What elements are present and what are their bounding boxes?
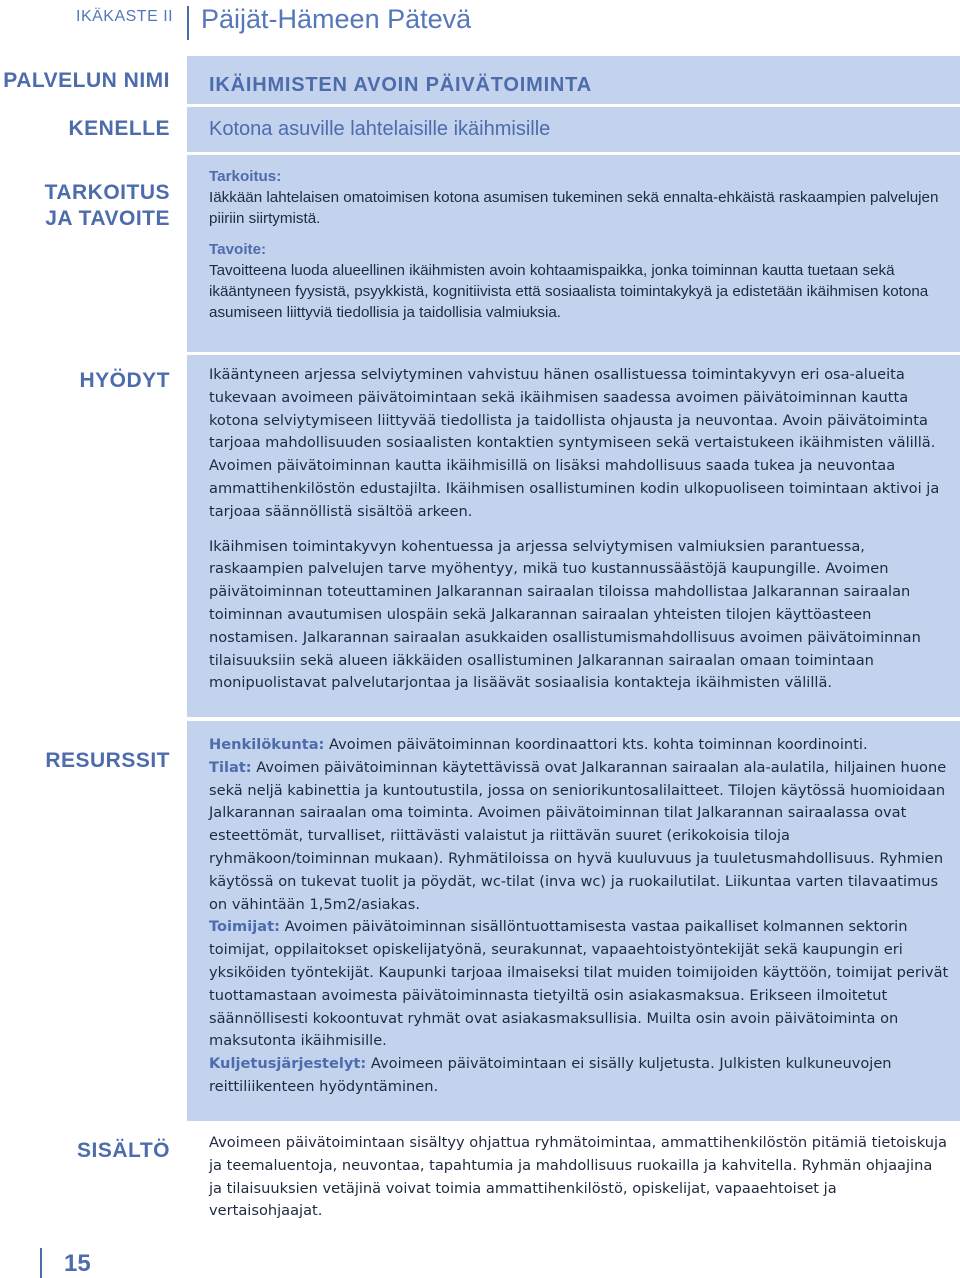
resources-staff [209, 734, 949, 757]
purpose-heading: Tarkoitus: [209, 168, 282, 185]
resources-transport [209, 1053, 949, 1099]
label-resources: RESURSSIT [45, 749, 170, 772]
label-for-whom: KENELLE [68, 117, 170, 140]
label-service-name: PALVELUN NIMI [3, 69, 170, 92]
document-title: Päijät-Hämeen Pätevä [201, 4, 472, 34]
label-benefits: HYÖDYT [79, 369, 170, 392]
staff-text: Avoimen päivätoiminnan koordinaattori kts. kohta toiminnan koordinointi. [329, 736, 868, 753]
label-content: SISÄLTÖ [77, 1139, 170, 1162]
content-text: Avoimeen päivätoimintaan sisältyy ohjattua ryhmätoimintaa, ammattihenkilöstön pitämiä tietoiskuja ja teemaluentoja, neuvontaa, tapahtumia ja mahdollisuus ruokailla ja kahvitella. Ryhmän ohjaajina ja tilaisuuksien vetäjinä voivat toimia ammattihenkilöstö, opiskelijat, vapaaehtoiset ja vertaisohjaajat. [209, 1134, 947, 1220]
row-divider [187, 352, 960, 355]
resources-premises [209, 757, 949, 917]
target-group: Kotona asuville lahtelaisille ikäihmisille [209, 118, 551, 140]
service-name: IKÄIHMISTEN AVOIN PÄIVÄTOIMINTA [209, 74, 592, 96]
purpose-text: Iäkkään lahtelaisen omatoimisen kotona asumisen tukeminen sekä ennalta-ehkäistä raskaampien palvelujen piiriin siirtymistä. [209, 189, 939, 227]
benefits-paragraph-2: Ikäihmisen toimintakyvyn kohentuessa ja arjessa selviytymisen valmiuksien parantuessa, raskaampien palvelujen tarve myöhentyy, mikä tuo kustannussäästöjä kaupungille. Avoimen päivätoiminnan toteuttaminen Jalkarannan sairaalan tiloissa mahdollistaa Jalkarannan sairaalan toiminnan avautumisen ulospäin sekä Jalkarannan sairaalan yhteisten tilojen käyttöasteen nostamisen. Jalkarannan sairaalan asukkaiden osallistumismahdollisuus avoimen päivätoiminnan tilaisuuksiin sekä alueen iäkkäiden osallistuminen Jalkarannan sairaalan omaan toimintaan monipuolistavat palvelutarjontaa ja lisäävät sosiaalisia kontakteja ikäihmisten välillä. [209, 537, 921, 692]
page-number-rule [40, 1248, 42, 1278]
premises-label: Tilat: [209, 758, 252, 776]
label-purpose-1: TARKOITUS [44, 181, 170, 204]
label-purpose-2: JA TAVOITE [45, 207, 170, 230]
goal-text: Tavoitteena luoda alueellinen ikäihmisten avoin kohtaamispaikka, jonka toiminnan kautta tuetaan sekä ikääntyneen fyysistä, psyykkistä, kognitiivista että sosiaalista toimintakykyä ja edistetään ikäihmisen kotona asumiseen liittyviä tiedollisia ja taidollisia valmiuksia. [209, 262, 929, 321]
actors-label: Toimijat: [209, 918, 280, 936]
page-number: 15 [64, 1250, 91, 1277]
benefits-section [209, 364, 949, 695]
row-divider [187, 104, 960, 107]
transport-label: Kuljetusjärjestelyt: [209, 1055, 367, 1073]
content-section [209, 1132, 949, 1223]
goal-heading: Tavoite: [209, 241, 267, 258]
staff-label: Henkilökunta: [209, 736, 325, 753]
header-divider [187, 6, 189, 40]
resources-actors [209, 916, 949, 1053]
benefits-paragraph-1: Ikääntyneen arjessa selviytyminen vahvistuu hänen osallistuessa toimintakyvyn eri osa-alueita tukevaan avoimeen päivätoimintaan sekä ikäihmisen saadessa avoimen päivätoiminnan kautta kotona selviytymiseen liittyvää tiedollista ja taidollista ohjausta ja neuvontaa. Avoin päivätoiminta tarjoaa mahdollisuuden sosiaalisten kontaktien syntymiseen sekä vertaistukeen ikäihmisten välillä. Avoimen päivätoiminnan kautta ikäihmisillä on lisäksi mahdollisuus saada tukea ja neuvontaa ammattihenkilöstön edustajilta. Ikäihmisen osallistuminen kodin ulkopuoliseen toimintaan aktivoi ja tarjoaa säännöllistä sisältöä arkeen. [209, 366, 940, 520]
actors-text: Avoimen päivätoiminnan sisällöntuottamisesta vastaa paikalliset kolmannen sektorin toimijat, oppilaitokset opiskelijatyönä, seurakunnat, vapaaehtoistyöntekijät sekä kaupungin eri yksiköiden työntekijät. Kaupunki tarjoaa ilmaiseksi tilat muiden toimijoiden käyttöön, toimijat perivät tuottamastaan avoimesta päivätoiminnasta tietyiltä osin asiakasmaksua. Erikseen ilmoitetut säännöllisesti kokoontuvat ryhmät ovat asiakasmaksullisia. Muilta osin avoin päivätoiminta on maksutonta ikäihmisille. [209, 918, 949, 1050]
row-divider [187, 152, 960, 155]
transport-text: Avoimeen päivätoimintaan ei sisälly kuljetusta. Julkisten kulkuneuvojen reittiliikenteen hyödyntäminen. [209, 1055, 892, 1095]
resources-section [209, 734, 949, 1099]
section-label: IKÄKASTE II [76, 8, 174, 25]
premises-text: Avoimen päivätoiminnan käytettävissä ovat Jalkarannan sairaalan ala-aulatila, hiljainen huone sekä neljä kabinettia ja kuntoutustila, jossa on seniorikuntosalilaitteet. Tilojen käytössä huomioidaan Jalkarannan sairaalan oma toiminta. Avoimen päivätoiminnan tilat Jalkarannan sairaalassa ovat esteettömät, turvalliset, riittävästi valaistut ja riittävän suuret (erikokoisia tiloja ryhmäkoon/toiminnan mukaan). Ryhmätiloissa on hyvä kuuluvuus ja tuuletusmahdollisuus. Ryhmien käytössä on tukevat tuolit ja pöydät, wc-tilat (inva wc) ja ruokailutilat. Liikuntaa varten tilavaatimus on vähintään 1,5m2/asiakas. [209, 758, 947, 913]
purpose-section [209, 166, 949, 323]
